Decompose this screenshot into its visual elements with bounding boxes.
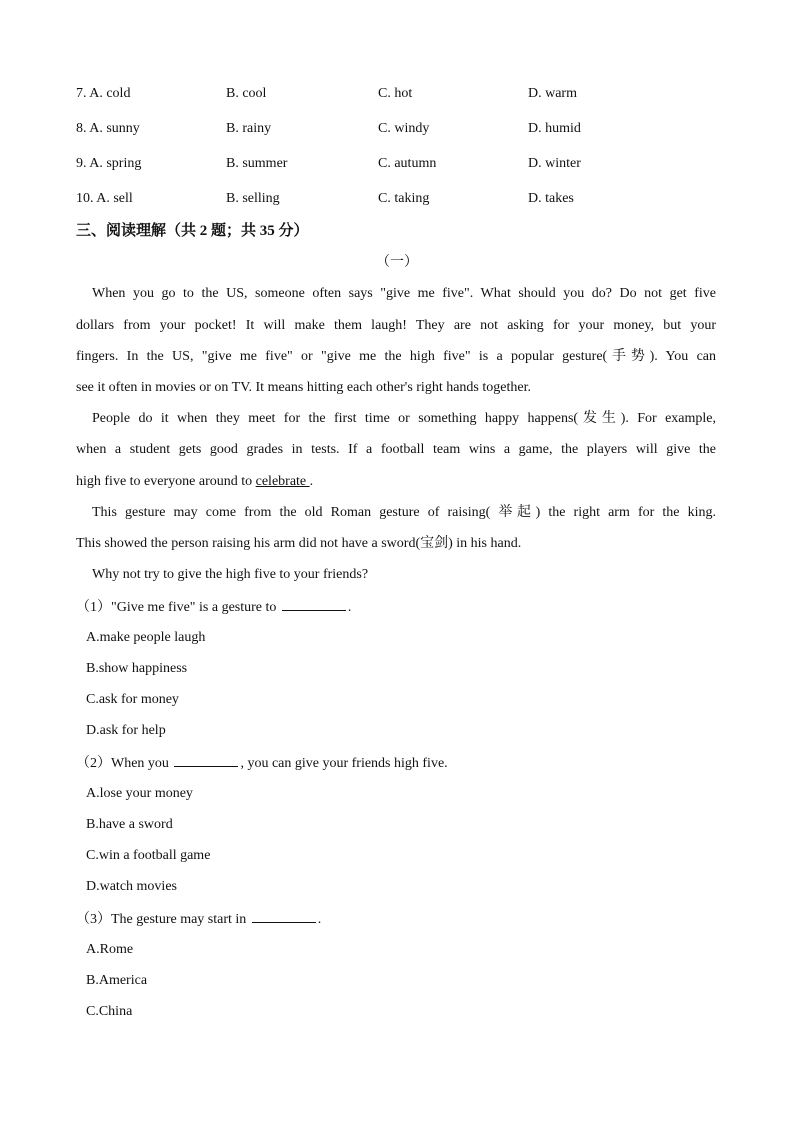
question-text: . [347,600,352,615]
passage-line: Why not try to give the high five to your friends? [92,567,369,582]
vocab-option-d: D. winter [528,156,581,171]
choice-a[interactable]: A.Rome [86,942,134,957]
vocab-option-d: D. humid [528,121,581,136]
question-text: （2）When you [76,756,173,771]
vocab-row-10 [76,189,696,209]
question-text: . [317,912,322,927]
passage-line: when a student gets good grades in tests. If a football team wins a game, the players will give the [76,442,716,457]
answer-blank[interactable] [174,752,238,767]
passage-line: see it often in movies or on TV. It means hitting each other's right hands together. [76,380,531,395]
vocab-row-9 [76,154,696,174]
choice-d[interactable]: D.watch movies [86,879,177,894]
question-2 [76,752,716,772]
choice-b[interactable]: B.America [86,973,148,988]
passage-line: fingers. In the US, "give me five" or "give me the high five" is a popular gesture(手势). You can [76,349,716,364]
answer-blank[interactable] [252,908,316,923]
passage-text: . [309,474,314,489]
passage-line: People do it when they meet for the first time or something happy happens(发生). For example, [92,411,716,426]
vocab-row-7 [76,84,696,104]
passage-line: This showed the person raising his arm did not have a sword(宝剑) in his hand. [76,536,522,551]
vocab-option-a: 9. A. spring [76,156,142,171]
vocab-option-b: B. cool [226,86,267,101]
question-text: （3）The gesture may start in [76,912,250,927]
passage-line: dollars from your pocket! It will make them laugh! They are not asking for your money, but your [76,318,716,333]
underlined-word: celebrate [255,474,310,489]
section-title: 三、阅读理解（共 2 题；共 35 分） [76,223,309,239]
vocab-option-a: 10. A. sell [76,191,133,206]
choice-b[interactable]: B.show happiness [86,661,188,676]
vocab-row-8 [76,119,696,139]
vocab-option-c: C. hot [378,86,413,101]
choice-c[interactable]: C.win a football game [86,848,211,863]
passage-label: （一） [376,255,418,270]
vocab-option-d: D. warm [528,86,577,101]
choice-c[interactable]: C.ask for money [86,692,179,707]
vocab-option-a: 7. A. cold [76,86,131,101]
answer-blank[interactable] [282,596,346,611]
question-3 [76,908,716,928]
vocab-option-b: B. rainy [226,121,272,136]
passage-line: When you go to the US, someone often says "give me five". What should you do? Do not get five [92,286,716,301]
question-1 [76,596,716,616]
vocab-option-b: B. selling [226,191,280,206]
vocab-option-b: B. summer [226,156,288,171]
passage-line [76,472,716,492]
question-text: （1）"Give me five" is a gesture to [76,600,280,615]
choice-a[interactable]: A.lose your money [86,786,193,801]
choice-a[interactable]: A.make people laugh [86,630,206,645]
choice-d[interactable]: D.ask for help [86,723,166,738]
choice-b[interactable]: B.have a sword [86,817,173,832]
vocab-option-d: D. takes [528,191,574,206]
passage-line: This gesture may come from the old Roman gesture of raising( 举起) the right arm for the king. [92,505,716,520]
vocab-option-c: C. autumn [378,156,437,171]
vocab-option-c: C. windy [378,121,430,136]
question-text: , you can give your friends high five. [240,756,448,771]
vocab-option-c: C. taking [378,191,430,206]
choice-c[interactable]: C.China [86,1004,133,1019]
passage-text: high five to everyone around to [76,474,256,489]
vocab-option-a: 8. A. sunny [76,121,140,136]
